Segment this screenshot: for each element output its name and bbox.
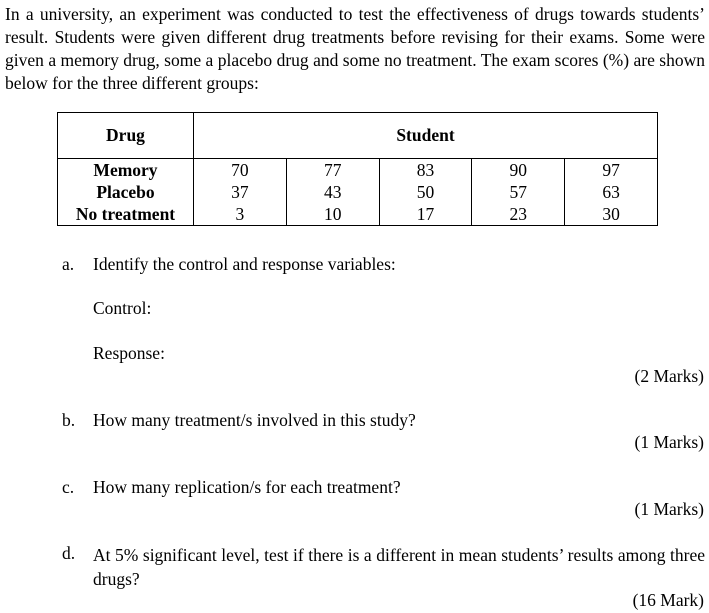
cell: 90 (509, 160, 528, 180)
exam-scores-table (57, 112, 658, 226)
cell: 37 (231, 182, 249, 202)
cell: 70 (231, 160, 249, 180)
cell: 97 (602, 160, 620, 180)
cell: 77 (323, 160, 342, 180)
question-d-letter: d. (62, 543, 76, 563)
cell: 23 (509, 204, 528, 224)
student-5-column (565, 159, 658, 226)
question-c-marks: (1 Marks) (634, 499, 704, 519)
question-a-text: Identify the control and response variables: (93, 254, 396, 274)
student-3-column (379, 159, 472, 226)
row-label-placebo: Placebo (96, 182, 155, 202)
question-a-letter: a. (62, 254, 75, 274)
response-label: Response: (93, 343, 165, 363)
cell: 63 (602, 182, 620, 202)
cell: 50 (416, 182, 435, 202)
row-labels (58, 159, 194, 226)
table-body-row (58, 159, 658, 226)
question-a-marks: (2 Marks) (634, 366, 704, 386)
cell: 43 (323, 182, 342, 202)
question-b-text: How many treatment/s involved in this study? (93, 410, 416, 430)
row-label-no-treatment: No treatment (75, 204, 176, 224)
header-student: Student (194, 113, 658, 159)
question-b-letter: b. (62, 410, 76, 430)
question-b-marks: (1 Marks) (634, 432, 704, 452)
student-1-column (194, 159, 287, 226)
question-c-text: How many replication/s for each treatment? (93, 477, 401, 497)
student-2-column (286, 159, 379, 226)
cell: 57 (509, 182, 528, 202)
cell: 17 (416, 204, 435, 224)
question-c-letter: c. (62, 477, 75, 497)
problem-statement: In a university, an experiment was conducted to test the effectiveness of drugs towards students’ result. Students were given different drug treatments before revising for their exams. Some were given a memory drug, some a placebo drug and some no treatment. The exam scores (%) are shown below for the three different groups: (5, 4, 705, 93)
cell: 30 (602, 204, 620, 224)
header-drug: Drug (58, 113, 194, 159)
cell: 3 (235, 204, 245, 224)
table-header-row (58, 113, 658, 159)
cell: 83 (416, 160, 435, 180)
control-label: Control: (93, 298, 152, 318)
question-d-text: At 5% significant level, test if there is a different in mean students’ results among three drugs? (93, 545, 705, 589)
cell: 10 (323, 204, 342, 224)
row-label-memory: Memory (93, 160, 158, 180)
student-4-column (472, 159, 565, 226)
question-d-marks: (16 Mark) (632, 590, 704, 610)
